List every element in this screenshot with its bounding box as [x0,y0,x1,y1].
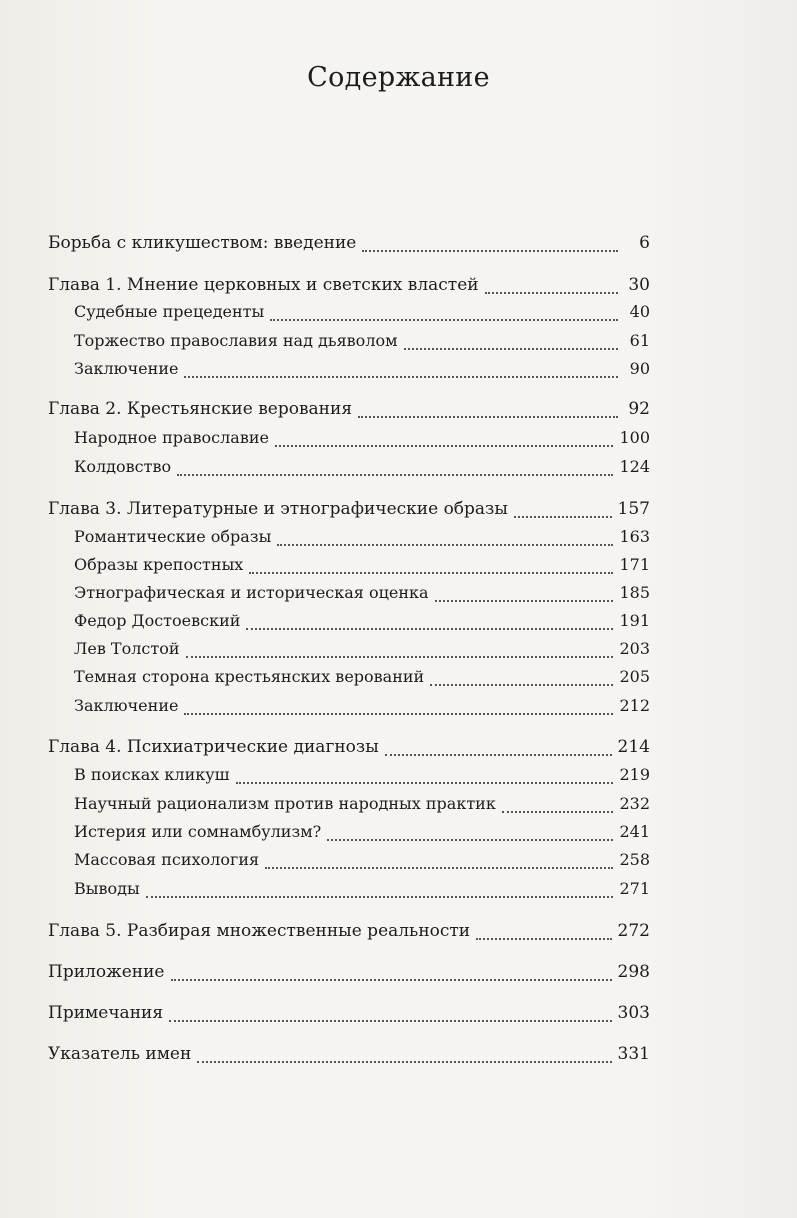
toc-entry-title: Лев Толстой [74,639,180,658]
toc-section[interactable] [74,611,650,635]
leader-dots [177,473,613,476]
toc-page-number: 157 [617,499,650,519]
leader-dots [362,249,618,252]
toc-entry-title: Этнографическая и историческая оценка [74,583,429,602]
toc-section[interactable] [74,822,650,846]
toc-section[interactable] [74,850,650,874]
toc-page-number: 171 [619,555,650,574]
toc-entry-title: Примечания [48,1003,164,1023]
leader-dots [171,978,612,981]
toc-section[interactable] [74,583,650,607]
toc-entry-title: Приложение [48,962,165,982]
toc-section[interactable] [74,302,650,326]
toc-section[interactable] [74,765,650,789]
toc-page-number: 90 [629,359,650,378]
leader-dots [265,866,613,869]
toc-entry-title: Темная сторона крестьянских верований [74,667,425,686]
toc-entry-title: Истерия или сомнамбулизм? [74,822,322,841]
toc-entry-title: Заключение [74,359,179,378]
toc-page-number: 92 [628,399,650,419]
toc-entry-title: Романтические образы [74,527,272,546]
toc-page-number: 241 [619,822,650,841]
toc-entry-title: Народное православие [74,428,269,447]
leader-dots [502,810,614,813]
leader-dots [146,895,614,898]
leader-dots [186,655,614,658]
toc-name-index[interactable] [48,1044,650,1068]
toc-page-number: 163 [619,527,650,546]
toc-entry-intro[interactable] [48,233,650,257]
toc-entry-title: Глава 5. Разбирая множественные реальности [48,921,471,941]
toc-page-number: 185 [619,583,650,602]
toc-chapter-5[interactable] [48,921,650,945]
leader-dots [277,543,613,546]
toc-notes[interactable] [48,1003,650,1027]
toc-section[interactable] [74,457,650,481]
toc-entry-title: Торжество православия над дьяволом [74,331,398,350]
leader-dots [184,712,613,715]
toc-entry-title: Колдовство [74,457,172,476]
toc-section[interactable] [74,667,650,691]
toc-chapter-2[interactable] [48,399,650,423]
toc-chapter-4[interactable] [48,737,650,761]
toc-page-number: 100 [619,428,650,447]
toc-page-number: 298 [617,962,650,982]
leader-dots [404,347,618,350]
leader-dots [270,318,618,321]
toc-page-number: 271 [619,879,650,898]
toc-page-number: 61 [629,331,650,350]
toc-section[interactable] [74,527,650,551]
leader-dots [514,515,612,518]
toc-entry-title: Глава 2. Крестьянские верования [48,399,353,419]
leader-dots [485,291,618,294]
leader-dots [184,375,618,378]
leader-dots [430,683,613,686]
leader-dots [249,571,613,574]
toc-page-number: 212 [619,696,650,715]
toc-entry-title: Глава 4. Психиатрические диагнозы [48,737,379,757]
toc-page-number: 30 [628,275,650,295]
toc-appendix[interactable] [48,962,650,986]
toc-entry-title: Глава 1. Мнение церковных и светских властей [48,275,479,295]
toc-page-number: 214 [617,737,650,757]
leader-dots [358,415,618,418]
toc-entry-title: Судебные прецеденты [74,302,265,321]
leader-dots [236,781,614,784]
toc-entry-title: Заключение [74,696,179,715]
toc-entry-title: Федор Достоевский [74,611,241,630]
toc-page-number: 205 [619,667,650,686]
toc-section[interactable] [74,639,650,663]
toc-page-number: 232 [619,794,650,813]
toc-page-number: 219 [619,765,650,784]
leader-dots [275,444,613,447]
toc-page-number: 203 [619,639,650,658]
toc-section[interactable] [74,359,650,383]
toc-page-number: 331 [617,1044,650,1064]
toc-section[interactable] [74,428,650,452]
toc-page-number: 258 [619,850,650,869]
page-title: Содержание [307,62,490,93]
toc-entry-title: Массовая психология [74,850,260,869]
toc-chapter-3[interactable] [48,499,650,523]
toc-entry-title: Научный рационализм против народных практик [74,794,496,813]
toc-page-number: 191 [619,611,650,630]
toc-page-number: 303 [617,1003,650,1023]
leader-dots [435,599,614,602]
leader-dots [169,1019,611,1022]
toc-section[interactable] [74,794,650,818]
toc-section[interactable] [74,696,650,720]
toc-entry-title: Указатель имен [48,1044,192,1064]
toc-entry-title: Глава 3. Литературные и этнографические образы [48,499,508,519]
toc-section[interactable] [74,879,650,903]
toc-section[interactable] [74,331,650,355]
leader-dots [385,753,612,756]
leader-dots [197,1060,611,1063]
toc-page-number: 6 [639,233,650,253]
toc-section[interactable] [74,555,650,579]
toc-entry-title: Выводы [74,879,140,898]
leader-dots [246,627,613,630]
leader-dots [327,838,613,841]
leader-dots [476,937,611,940]
toc-page-number: 272 [617,921,650,941]
toc-entry-title: Образы крепостных [74,555,244,574]
toc-page-number: 40 [629,302,650,321]
toc-chapter-1[interactable] [48,275,650,299]
toc-entry-title: Борьба с кликушеством: введение [48,233,357,253]
toc-page-number: 124 [619,457,650,476]
toc-entry-title: В поисках кликуш [74,765,230,784]
